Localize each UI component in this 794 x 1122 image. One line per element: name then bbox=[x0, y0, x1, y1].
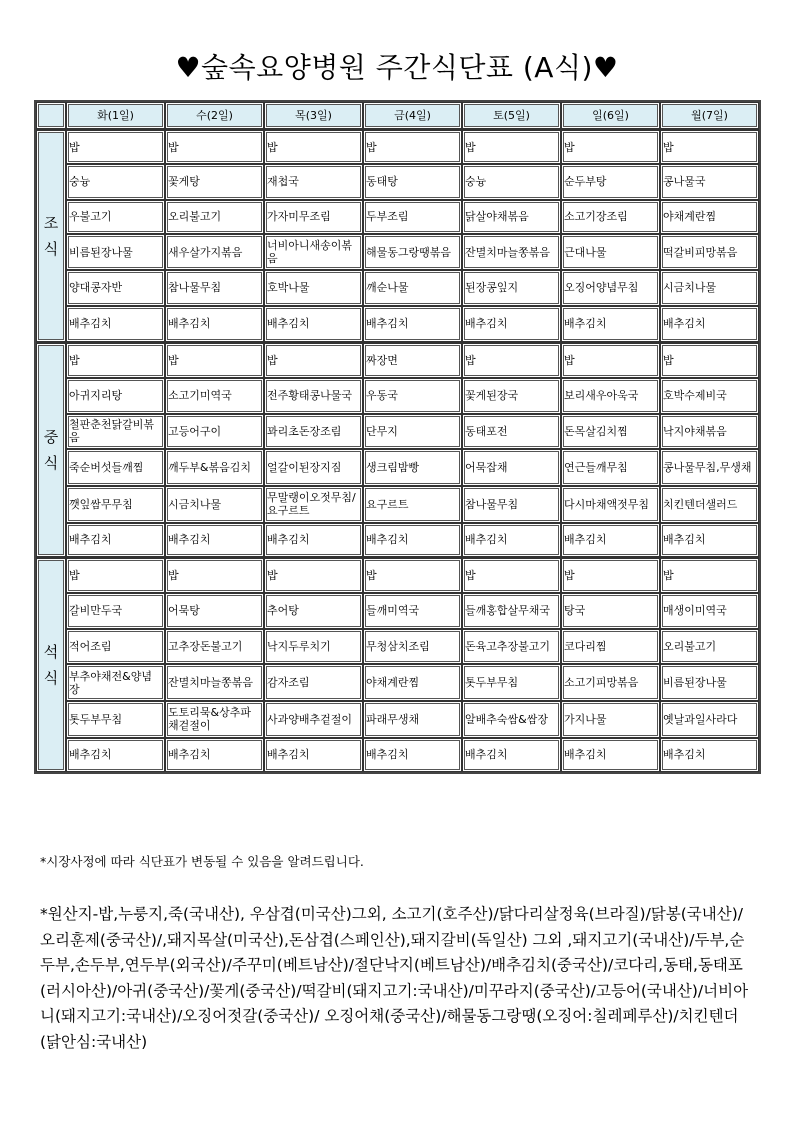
menu-cell: 보리새우아욱국 bbox=[561, 378, 660, 413]
menu-cell: 밥 bbox=[66, 129, 165, 164]
page-title: ♥숲속요양병원 주간식단표 (A식)♥ bbox=[175, 51, 619, 84]
meal-label bbox=[36, 129, 66, 342]
weekly-menu-table bbox=[34, 100, 761, 774]
menu-cell: 밥 bbox=[363, 129, 462, 164]
menu-cell: 생크림밤빵 bbox=[363, 449, 462, 486]
menu-cell: 호박수제비국 bbox=[660, 378, 759, 413]
menu-cell: 배추김치 bbox=[462, 738, 561, 772]
menu-row bbox=[36, 234, 759, 270]
menu-cell: 밥 bbox=[660, 342, 759, 378]
menu-cell: 낙지두루치기 bbox=[264, 629, 363, 664]
menu-cell: 해물동그랑땡볶음 bbox=[363, 234, 462, 270]
menu-row bbox=[36, 593, 759, 628]
menu-cell: 떡갈비피망볶음 bbox=[660, 234, 759, 270]
menu-cell: 배추김치 bbox=[561, 523, 660, 557]
day-header-row bbox=[36, 102, 759, 129]
menu-cell: 다시마채액젓무침 bbox=[561, 486, 660, 522]
menu-cell: 밥 bbox=[66, 557, 165, 593]
menu-cell: 밥 bbox=[561, 342, 660, 378]
menu-row bbox=[36, 557, 759, 593]
meal-label-text: 석식 bbox=[43, 642, 59, 687]
menu-cell: 가지나물 bbox=[561, 701, 660, 737]
menu-row bbox=[36, 306, 759, 342]
menu-cell: 요구르트 bbox=[363, 486, 462, 522]
menu-cell: 밥 bbox=[462, 342, 561, 378]
menu-cell: 꽃게탕 bbox=[165, 164, 264, 199]
menu-cell: 배추김치 bbox=[363, 306, 462, 342]
menu-cell: 너비아니새송이볶음 bbox=[264, 234, 363, 270]
menu-cell: 배추김치 bbox=[165, 306, 264, 342]
menu-cell: 꽈리초돈장조림 bbox=[264, 414, 363, 449]
menu-cell: 배추김치 bbox=[264, 523, 363, 557]
day-header: 화(1일) bbox=[66, 102, 165, 129]
menu-cell: 전주황태콩나물국 bbox=[264, 378, 363, 413]
menu-cell: 알배추숙쌈&쌈장 bbox=[462, 701, 561, 737]
menu-cell: 소고기피망볶음 bbox=[561, 664, 660, 701]
menu-cell: 단무지 bbox=[363, 414, 462, 449]
menu-cell: 야채계란찜 bbox=[363, 664, 462, 701]
menu-cell: 재첩국 bbox=[264, 164, 363, 199]
change-notice: *시장사정에 따라 식단표가 변동될 수 있음을 알려드립니다. bbox=[40, 854, 364, 869]
day-header: 수(2일) bbox=[165, 102, 264, 129]
menu-cell: 밥 bbox=[66, 342, 165, 378]
menu-cell: 짜장면 bbox=[363, 342, 462, 378]
menu-cell: 갈비만두국 bbox=[66, 593, 165, 628]
menu-cell: 숭늉 bbox=[462, 164, 561, 199]
menu-row bbox=[36, 414, 759, 449]
meal-label bbox=[36, 342, 66, 557]
menu-cell: 동태포전 bbox=[462, 414, 561, 449]
menu-cell: 밥 bbox=[561, 557, 660, 593]
menu-cell: 밥 bbox=[264, 342, 363, 378]
menu-cell: 밥 bbox=[462, 129, 561, 164]
menu-cell: 죽순버섯들깨찜 bbox=[66, 449, 165, 486]
menu-cell: 소고기장조림 bbox=[561, 200, 660, 234]
origin-notice: *원산지-밥,누룽지,죽(국내산), 우삼겹(미국산)그외, 소고기(호주산)/닭다리살정육(브라질)/닭봉(국내산)/오리훈제(중국산)/,돼지목살(미국산),돈삼겹(스페인산),돼지갈비(독일산) 그외 ,돼지고기(국내산)/두부,순두부,손두부,연두부(외국산)/주꾸미(베트남산)/절단낙지(베트남산)/배추김치(중국산)/코다리,동태,동태포(러시아산)/아귀(중국산)/꽃게(중국산)/떡갈비(돼지고기:국내산)/미꾸라지(중국산)/고등어(국내산)/너비아니(돼지고기:국내산)/오징어젓갈(중국산)/ 오징어채(중국산)/해물동그랑땡(오징어:칠레페루산)/치킨텐더(닭안심:국내산) bbox=[40, 905, 749, 1051]
menu-cell: 파래무생채 bbox=[363, 701, 462, 737]
menu-cell: 콩나물국 bbox=[660, 164, 759, 199]
menu-cell: 톳두부무침 bbox=[462, 664, 561, 701]
menu-cell: 숭늉 bbox=[66, 164, 165, 199]
menu-cell: 무청삼치조림 bbox=[363, 629, 462, 664]
menu-cell: 도토리묵&상추파채겉절이 bbox=[165, 701, 264, 737]
menu-cell: 호박나물 bbox=[264, 270, 363, 305]
menu-cell: 치킨텐더샐러드 bbox=[660, 486, 759, 522]
menu-cell: 오리불고기 bbox=[660, 629, 759, 664]
menu-cell: 밥 bbox=[363, 557, 462, 593]
menu-cell: 야채계란찜 bbox=[660, 200, 759, 234]
meal-label-text: 중식 bbox=[43, 427, 59, 472]
menu-cell: 밥 bbox=[561, 129, 660, 164]
menu-cell: 배추김치 bbox=[66, 306, 165, 342]
menu-cell: 오징어양념무침 bbox=[561, 270, 660, 305]
menu-cell: 옛날과일사라다 bbox=[660, 701, 759, 737]
menu-cell: 가자미무조림 bbox=[264, 200, 363, 234]
menu-cell: 감자조림 bbox=[264, 664, 363, 701]
menu-cell: 꽃게된장국 bbox=[462, 378, 561, 413]
menu-cell: 어묵잡채 bbox=[462, 449, 561, 486]
menu-cell: 비름된장나물 bbox=[660, 664, 759, 701]
menu-cell: 양대콩자반 bbox=[66, 270, 165, 305]
menu-cell: 고추장돈불고기 bbox=[165, 629, 264, 664]
menu-cell: 배추김치 bbox=[660, 738, 759, 772]
menu-cell: 깨순나물 bbox=[363, 270, 462, 305]
menu-row bbox=[36, 629, 759, 664]
menu-row bbox=[36, 200, 759, 234]
menu-cell: 밥 bbox=[165, 557, 264, 593]
menu-row bbox=[36, 523, 759, 557]
menu-row bbox=[36, 738, 759, 772]
menu-cell: 배추김치 bbox=[66, 738, 165, 772]
menu-cell: 밥 bbox=[165, 342, 264, 378]
menu-cell: 적어조림 bbox=[66, 629, 165, 664]
day-header: 금(4일) bbox=[363, 102, 462, 129]
menu-cell: 들깨미역국 bbox=[363, 593, 462, 628]
menu-cell: 배추김치 bbox=[363, 738, 462, 772]
menu-cell: 배추김치 bbox=[165, 738, 264, 772]
menu-cell: 깨두부&볶음김치 bbox=[165, 449, 264, 486]
menu-cell: 된장콩잎지 bbox=[462, 270, 561, 305]
menu-cell: 동태탕 bbox=[363, 164, 462, 199]
menu-cell: 연근들깨무침 bbox=[561, 449, 660, 486]
menu-row bbox=[36, 701, 759, 737]
menu-cell: 밥 bbox=[660, 557, 759, 593]
menu-cell: 코다리찜 bbox=[561, 629, 660, 664]
menu-cell: 배추김치 bbox=[66, 523, 165, 557]
menu-cell: 잔멸치마늘쫑볶음 bbox=[462, 234, 561, 270]
menu-cell: 비름된장나물 bbox=[66, 234, 165, 270]
menu-cell: 새우살가지볶음 bbox=[165, 234, 264, 270]
menu-row bbox=[36, 486, 759, 522]
menu-cell: 무말랭이오젓무침/요구르트 bbox=[264, 486, 363, 522]
menu-cell: 사과양배추겉절이 bbox=[264, 701, 363, 737]
menu-body bbox=[36, 129, 759, 772]
day-header: 월(7일) bbox=[660, 102, 759, 129]
menu-cell: 배추김치 bbox=[363, 523, 462, 557]
menu-cell: 배추김치 bbox=[561, 306, 660, 342]
menu-cell: 근대나물 bbox=[561, 234, 660, 270]
menu-cell: 매생이미역국 bbox=[660, 593, 759, 628]
menu-cell: 우동국 bbox=[363, 378, 462, 413]
menu-cell: 밥 bbox=[264, 129, 363, 164]
menu-cell: 잔멸치마늘쫑볶음 bbox=[165, 664, 264, 701]
menu-cell: 돈목살김치찜 bbox=[561, 414, 660, 449]
menu-row bbox=[36, 129, 759, 164]
menu-cell: 밥 bbox=[264, 557, 363, 593]
menu-row bbox=[36, 342, 759, 378]
menu-row bbox=[36, 270, 759, 305]
menu-cell: 배추김치 bbox=[462, 523, 561, 557]
menu-cell: 어묵탕 bbox=[165, 593, 264, 628]
menu-cell: 배추김치 bbox=[660, 523, 759, 557]
corner-cell bbox=[36, 102, 66, 129]
menu-cell: 순두부탕 bbox=[561, 164, 660, 199]
menu-cell: 배추김치 bbox=[264, 738, 363, 772]
menu-cell: 시금치나물 bbox=[660, 270, 759, 305]
menu-cell: 참나물무침 bbox=[462, 486, 561, 522]
menu-cell: 철판춘천닭갈비볶음 bbox=[66, 414, 165, 449]
menu-cell: 배추김치 bbox=[264, 306, 363, 342]
menu-cell: 들깨홍합살무채국 bbox=[462, 593, 561, 628]
menu-cell: 밥 bbox=[165, 129, 264, 164]
day-header: 목(3일) bbox=[264, 102, 363, 129]
menu-cell: 소고기미역국 bbox=[165, 378, 264, 413]
menu-cell: 우불고기 bbox=[66, 200, 165, 234]
menu-cell: 참나물무침 bbox=[165, 270, 264, 305]
menu-row bbox=[36, 449, 759, 486]
menu-cell: 돈육고추장불고기 bbox=[462, 629, 561, 664]
menu-row bbox=[36, 164, 759, 199]
menu-cell: 추어탕 bbox=[264, 593, 363, 628]
menu-cell: 시금치나물 bbox=[165, 486, 264, 522]
day-header: 일(6일) bbox=[561, 102, 660, 129]
menu-row bbox=[36, 664, 759, 701]
menu-cell: 낙지야채볶음 bbox=[660, 414, 759, 449]
menu-cell: 톳두부무침 bbox=[66, 701, 165, 737]
menu-cell: 오리불고기 bbox=[165, 200, 264, 234]
meal-label bbox=[36, 557, 66, 772]
day-header: 토(5일) bbox=[462, 102, 561, 129]
menu-cell: 깻잎쌈무무침 bbox=[66, 486, 165, 522]
menu-cell: 부추야채전&양념장 bbox=[66, 664, 165, 701]
meal-label-text: 조식 bbox=[43, 213, 59, 258]
menu-cell: 밥 bbox=[660, 129, 759, 164]
menu-cell: 두부조림 bbox=[363, 200, 462, 234]
menu-cell: 닭살야채볶음 bbox=[462, 200, 561, 234]
menu-cell: 콩나물무침,무생채 bbox=[660, 449, 759, 486]
menu-cell: 얼갈이된장지짐 bbox=[264, 449, 363, 486]
menu-cell: 아귀지리탕 bbox=[66, 378, 165, 413]
menu-cell: 밥 bbox=[462, 557, 561, 593]
menu-cell: 배추김치 bbox=[165, 523, 264, 557]
menu-cell: 배추김치 bbox=[462, 306, 561, 342]
menu-row bbox=[36, 378, 759, 413]
menu-cell: 배추김치 bbox=[660, 306, 759, 342]
menu-cell: 탕국 bbox=[561, 593, 660, 628]
menu-cell: 배추김치 bbox=[561, 738, 660, 772]
menu-cell: 고등어구이 bbox=[165, 414, 264, 449]
